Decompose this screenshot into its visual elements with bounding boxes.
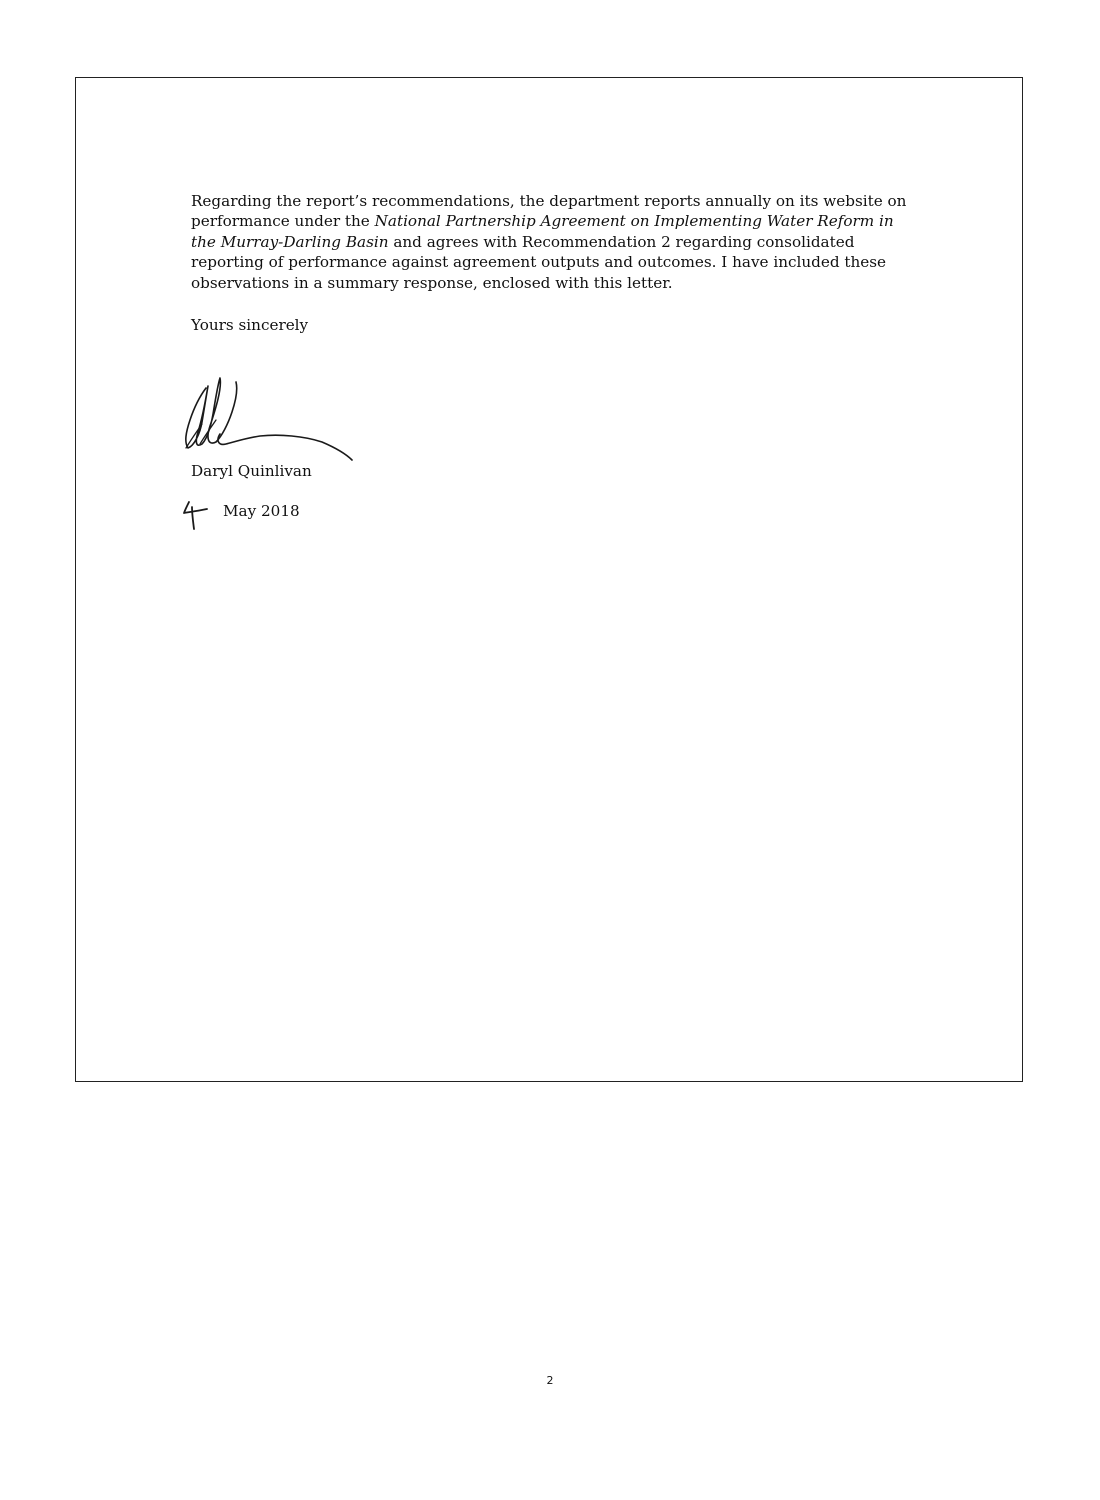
paragraph-text-start: Regarding the report’s recommendations, the department reports annually on its website on performance under the	[191, 192, 907, 231]
body-paragraph	[191, 191, 911, 293]
letter-date: May 2018	[223, 502, 300, 520]
closing-salutation: Yours sincerely	[191, 316, 309, 334]
paragraph-text-end: and agrees with Recommendation 2 regarding consolidated reporting of performance against agreement outputs and outcomes. I have included these observations in a summary response, enclosed with this letter.	[191, 232, 887, 292]
signatory-name: Daryl Quinlivan	[191, 462, 312, 480]
handwritten-signature	[176, 368, 356, 464]
handwritten-day-number	[180, 498, 212, 530]
agreement-title: National Partnership Agreement on Implementing Water Reform in the Murray-Darling Basin	[191, 212, 894, 251]
page-number: 2	[546, 1374, 554, 1387]
